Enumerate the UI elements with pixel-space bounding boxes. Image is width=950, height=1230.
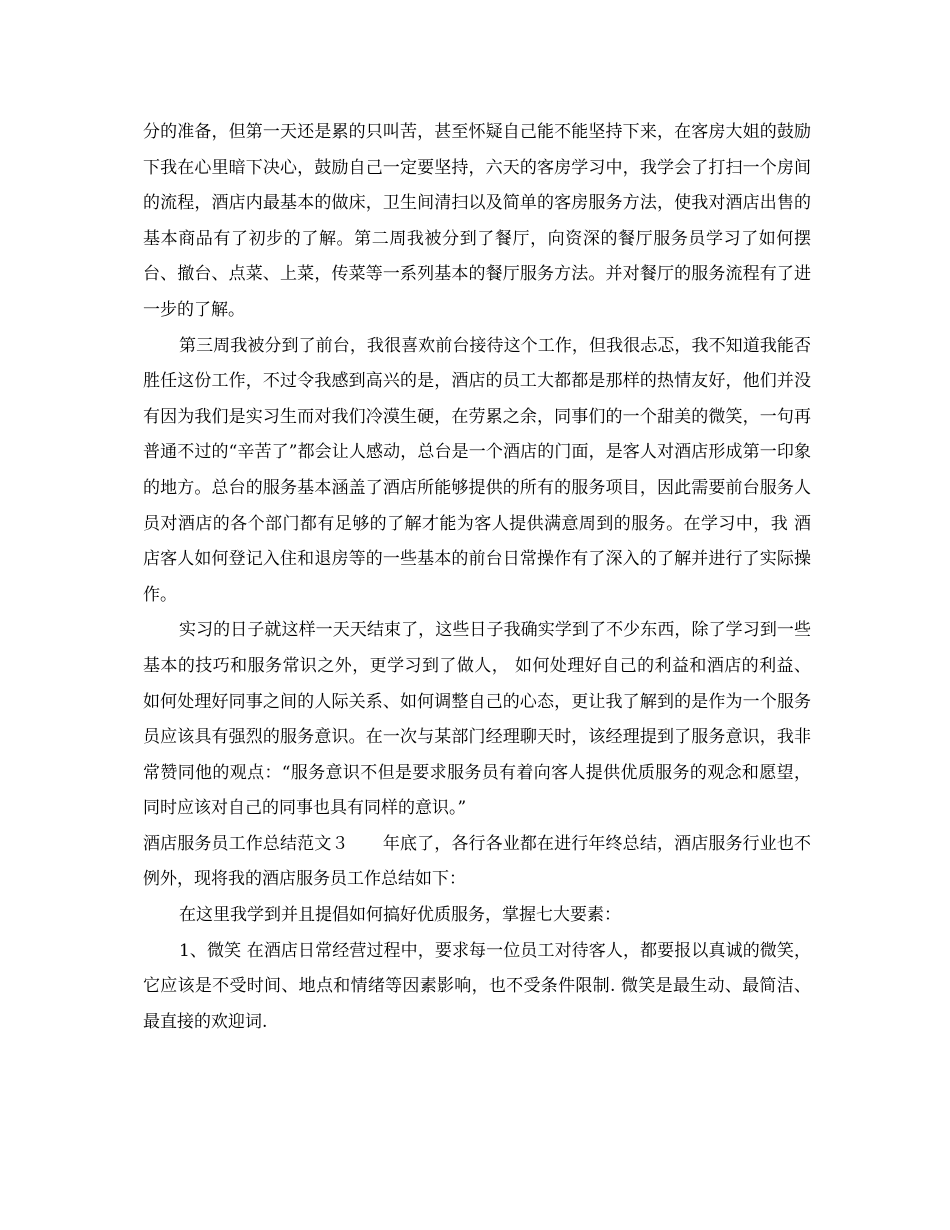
paragraph-5: 在这里我学到并且提倡如何搞好优质服务，掌握七大要素： [179, 905, 621, 926]
paragraph-1: 分的准备，但第一天还是累的只叫苦，甚至怀疑自己能不能坚持下来，在客房大姐的鼓励下我在心里暗下决心，鼓励自己一定要坚持，六天的客房学习中，我学会了打扫一个房间的流程，酒店内最基本的做床，卫生间清扫以及简单的客房服务方法，使我对酒店出售的基本商品有了初步的了解。第二周我被分到了餐厅，向资深的餐厅服务员学习了如何摆台、撤台、点菜、上菜，传菜等一系列基本的餐厅服务方法。并对餐厅的服务流程有了进一步的了解。 [143, 122, 811, 320]
paragraph-3: 实习的日子就这样一天天结束了，这些日子我确实学到了不少东西，除了学习到一些基本的技巧和服务常识之外，更学习到了做人， 如何处理好自己的利益和酒店的利益、如何处理好同事之间的人际关系、如何调整自己的心态，更让我了解到的是作为一个服务员应该具有强烈的服务意识。在一次与某部门经理聊天时，该经理提到了服务意识，我非常赞同他的观点：“服务意识不但是要求服务员有着向客人提供优质服务的观念和愿望，同时应该对自己的同事也具有同样的意识。” [143, 620, 811, 819]
paragraph-2: 第三周我被分到了前台，我很喜欢前台接待这个工作，但我很忐忑，我不知道我能否 胜任这份工作，不过令我感到高兴的是，酒店的员工大都都是那样的热情友好，他们并没有因为我们是实习生而对我们冷漠生硬，在劳累之余，同事们的一个甜美的微笑，一句再普通不过的“辛苦了”都会让人感动，总台是一个酒店的门面，是客人对酒店形成第一印象的地方。总台的服务基本涵盖了酒店所能够提供的所有的服务项目，因此需要前台服务人员对酒店的各个部门都有足够的了解才能为客人提供满意周到的服务。在学习中，我 酒店客人如何登记入住和退房等的一些基本的前台日常操作有了深入的了解并进行了实际操作。 [143, 335, 811, 605]
paragraph-4-section-heading: 酒店服务员工作总结范文３ 年底了，各行各业都在进行年终总结，酒店服务行业也不例外，现将我的酒店服务员工作总结如下： [143, 833, 811, 890]
document-body [143, 115, 811, 1040]
paragraph-6: 1、微笑 在酒店日常经营过程中，要求每一位员工对待客人，都要报以真诚的微笑，它应该是不受时间、地点和情绪等因素影响，也不受条件限制. 微笑是最生动、最简洁、最直接的欢迎词. [143, 940, 811, 1032]
